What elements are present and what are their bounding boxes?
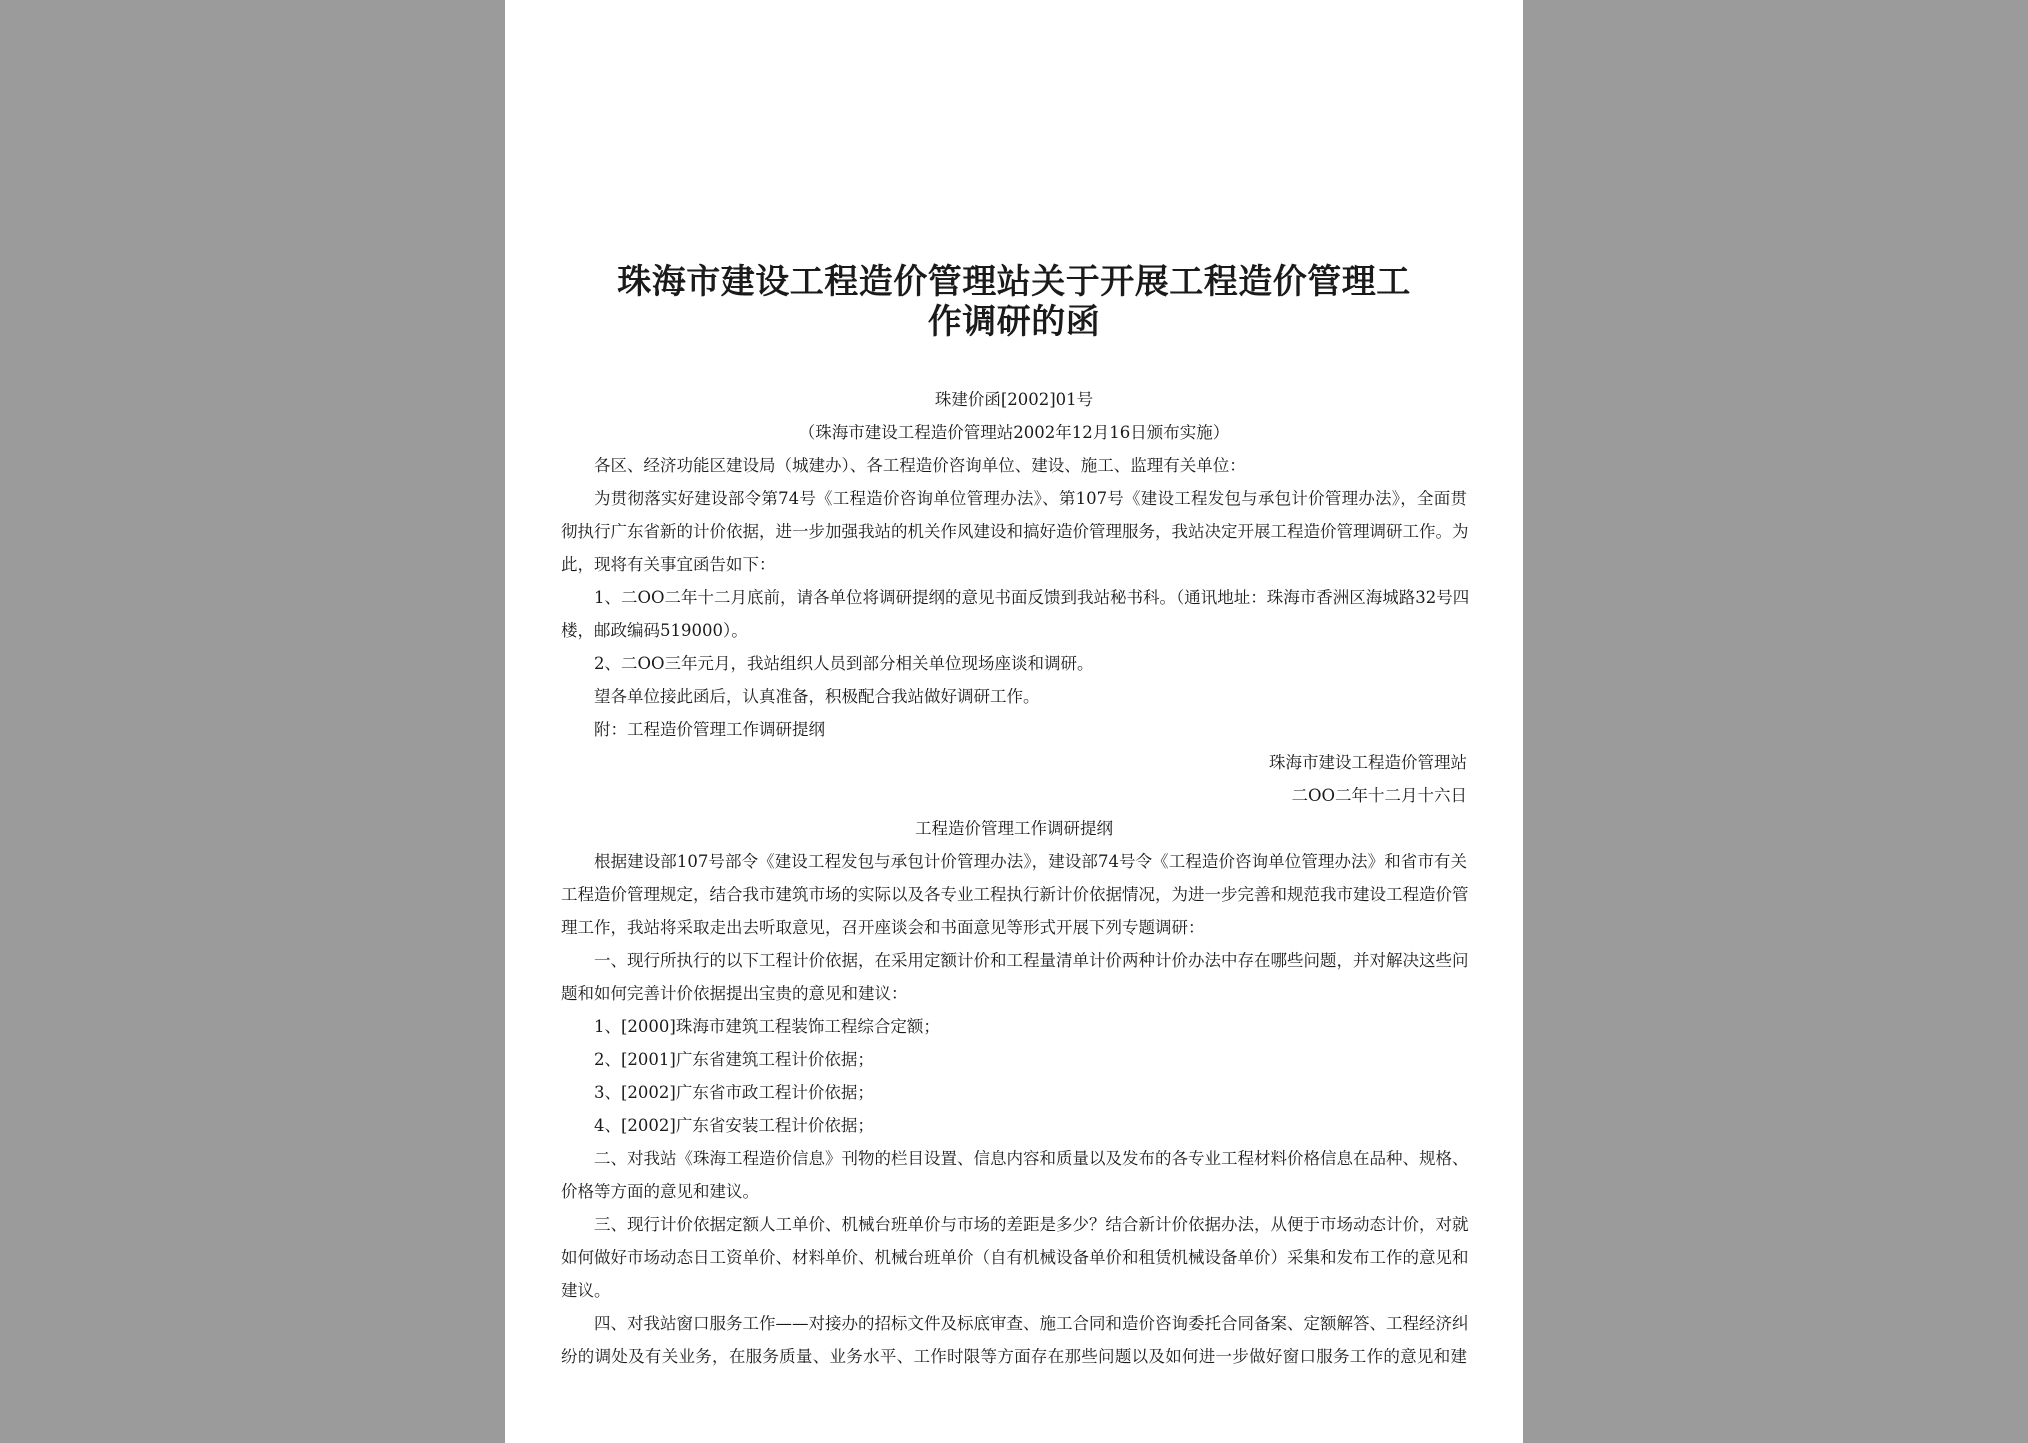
- outline-title: 工程造价管理工作调研提纲: [915, 819, 1113, 838]
- sub-item-3: 3、[2002]广东省市政工程计价依据；: [594, 1083, 874, 1102]
- para1-line: 为贯彻落实好建设部令第74号《工程造价咨询单位管理办法》、第107号《建设工程发包与承包计价管理办法》，全面贯: [594, 489, 1467, 508]
- outline-intro-line: 根据建设部107号部令《建设工程发包与承包计价管理办法》，建设部74号令《工程造价咨询单位管理办法》和省市有关: [594, 852, 1467, 871]
- signature-org: 珠海市建设工程造价管理站: [1269, 753, 1467, 772]
- section3-line: 如何做好市场动态日工资单价、材料单价、机械台班单价（自有机械设备单价和租赁机械设备单价）采集和发布工作的意见和: [561, 1248, 1469, 1267]
- section4-line: 四、对我站窗口服务工作——对接办的招标文件及标底审查、施工合同和造价咨询委托合同备案、定额解答、工程经济纠: [594, 1314, 1469, 1333]
- section1-line: 题和如何完善计价依据提出宝贵的意见和建议：: [561, 984, 908, 1003]
- para1-line: 彻执行广东省新的计价依据，进一步加强我站的机关作风建设和搞好造价管理服务，我站决定开展工程造价管理调研工作。为: [561, 522, 1469, 541]
- sub-item-2: 2、[2001]广东省建筑工程计价依据；: [594, 1050, 874, 1069]
- item1-line: 1、二OO二年十二月底前，请各单位将调研提纲的意见书面反馈到我站秘书科。（通讯地址：珠海市香洲区海城路32号四: [594, 588, 1470, 607]
- document-page: [505, 0, 1523, 1443]
- salutation: 各区、经济功能区建设局（城建办）、各工程造价咨询单位、建设、施工、监理有关单位：: [594, 456, 1246, 475]
- para1-line: 此，现将有关事宜函告如下：: [561, 555, 776, 574]
- section2-line: 二、对我站《珠海工程造价信息》刊物的栏目设置、信息内容和质量以及发布的各专业工程材料价格信息在品种、规格、: [594, 1149, 1469, 1168]
- title-line-1: 珠海市建设工程造价管理站关于开展工程造价管理工: [617, 262, 1411, 302]
- section3-line: 三、现行计价依据定额人工单价、机械台班单价与市场的差距是多少？结合新计价依据办法，从便于市场动态计价，对就: [594, 1215, 1469, 1234]
- issue-note: （珠海市建设工程造价管理站2002年12月16日颁布实施）: [798, 423, 1230, 442]
- signature-date: 二OO二年十二月十六日: [1291, 786, 1467, 805]
- outline-intro-line: 工程造价管理规定，结合我市建筑市场的实际以及各专业工程执行新计价依据情况，为进一步完善和规范我市建设工程造价管: [561, 885, 1469, 904]
- section2-line: 价格等方面的意见和建议。: [561, 1182, 759, 1201]
- section4-line: 纷的调处及有关业务，在服务质量、业务水平、工作时限等方面存在那些问题以及如何进一步做好窗口服务工作的意见和建: [561, 1347, 1467, 1366]
- sub-item-4: 4、[2002]广东省安装工程计价依据；: [594, 1116, 874, 1135]
- document-number: 珠建价函[2002]01号: [934, 390, 1094, 409]
- section3-line: 建议。: [561, 1281, 611, 1300]
- outline-intro-line: 理工作，我站将采取走出去听取意见，召开座谈会和书面意见等形式开展下列专题调研：: [561, 918, 1205, 937]
- document-title: [561, 262, 1467, 342]
- section1-line: 一、现行所执行的以下工程计价依据，在采用定额计价和工程量清单计价两种计价办法中存在哪些问题，并对解决这些问: [594, 951, 1469, 970]
- item1-line: 楼，邮政编码519000）。: [561, 621, 748, 640]
- item2: 2、二OO三年元月，我站组织人员到部分相关单位现场座谈和调研。: [594, 654, 1094, 673]
- sub-item-1: 1、[2000]珠海市建筑工程装饰工程综合定额；: [594, 1017, 940, 1036]
- attachment-note: 附：工程造价管理工作调研提纲: [594, 720, 825, 739]
- request-text: 望各单位接此函后，认真准备，积极配合我站做好调研工作。: [594, 687, 1040, 706]
- title-line-2: 作调研的函: [927, 302, 1101, 342]
